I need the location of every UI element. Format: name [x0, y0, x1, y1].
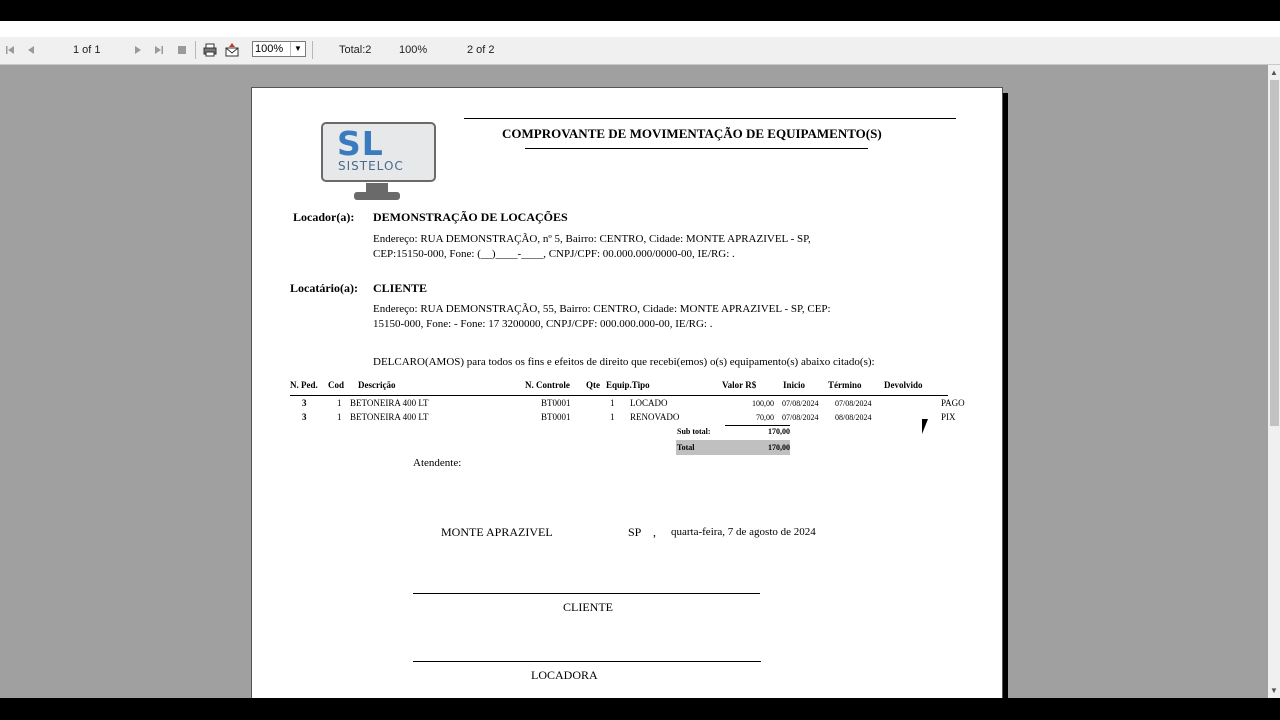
cell-cod: 1 — [337, 412, 342, 422]
window-title-bar — [0, 21, 1280, 37]
scroll-up-icon[interactable]: ▲ — [1270, 68, 1278, 77]
cell-status: PAGO — [941, 398, 965, 408]
title-rule-top — [464, 118, 956, 119]
total-value: 170,00 — [768, 443, 790, 452]
signature-line-locadora — [413, 661, 761, 662]
cell-qte: 1 — [610, 398, 615, 408]
col-n-controle: N. Controle — [525, 380, 570, 390]
logo-name: SISTELOC — [338, 159, 404, 173]
cell-cod: 1 — [337, 398, 342, 408]
screen-bottom-bar — [0, 698, 1280, 720]
logo-brand: SL — [337, 124, 384, 163]
page-indicator: 1 of 1 — [73, 44, 101, 56]
locatario-address-line2: 15150-000, Fone: - Fone: 17 3200000, CNPJ/CPF: 000.000.000-00, IE/RG: . — [373, 318, 713, 330]
scrollbar-thumb[interactable] — [1270, 80, 1279, 426]
cell-termino: 08/08/2024 — [835, 413, 872, 422]
report-page — [251, 87, 1003, 707]
prev-page-icon[interactable] — [24, 43, 38, 57]
signature-locadora: LOCADORA — [531, 668, 598, 682]
cell-termino: 07/08/2024 — [835, 399, 872, 408]
date: quarta-feira, 7 de agosto de 2024 — [671, 526, 816, 538]
scroll-down-icon[interactable]: ▼ — [1270, 686, 1278, 695]
locatario-name: CLIENTE — [373, 281, 428, 295]
monitor-logo-icon — [321, 122, 436, 182]
toolbar-separator — [195, 41, 196, 59]
header-rule — [290, 395, 948, 396]
col-inicio: Inicio — [783, 380, 806, 390]
next-page-icon[interactable] — [131, 43, 145, 57]
toolbar-separator — [312, 41, 313, 59]
screen-top-bar — [0, 0, 1280, 21]
dropdown-arrow-icon[interactable]: ▼ — [290, 42, 305, 56]
col-equip-tipo: Equip.Tipo — [606, 380, 650, 390]
page-count: 2 of 2 — [467, 44, 495, 56]
subtotal-label: Sub total: — [677, 427, 711, 436]
locatario-label: Locatário(a): — [290, 281, 358, 295]
report-title: COMPROVANTE DE MOVIMENTAÇÃO DE EQUIPAMENTO(S) — [502, 126, 882, 141]
cell-inicio: 07/08/2024 — [782, 399, 819, 408]
total-label: Total — [677, 443, 695, 452]
cell-valor: 70,00 — [756, 413, 774, 422]
cell-inicio: 07/08/2024 — [782, 413, 819, 422]
col-n-ped: N. Ped. — [290, 380, 318, 390]
signature-cliente: CLIENTE — [563, 600, 613, 614]
cell-descricao: BETONEIRA 400 LT — [350, 412, 429, 422]
zoom-select[interactable] — [252, 41, 306, 57]
cell-status: PIX — [941, 412, 956, 422]
subtotal-rule — [725, 425, 790, 426]
locador-address-line2: CEP:15150-000, Fone: (__)____-____, CNPJ/CPF: 00.000.000/0000-00, IE/RG: . — [373, 248, 735, 260]
cell-n-ped: 3 — [302, 412, 307, 422]
cell-qte: 1 — [610, 412, 615, 422]
col-descricao: Descrição — [358, 380, 396, 390]
atendente-label: Atendente: — [413, 457, 462, 469]
cell-n-ped: 3 — [302, 398, 307, 408]
cell-n-controle: BT0001 — [541, 398, 571, 408]
locatario-address-line1: Endereço: RUA DEMONSTRAÇÃO, 55, Bairro: CENTRO, Cidade: MONTE APRAZIVEL - SP, CEP: — [373, 303, 831, 315]
locador-name: DEMONSTRAÇÃO DE LOCAÇÕES — [373, 210, 568, 224]
logo-base — [354, 192, 400, 200]
title-rule-bottom — [525, 148, 868, 149]
signature-line-cliente — [413, 593, 760, 594]
locador-label: Locador(a): — [293, 210, 355, 224]
cell-n-controle: BT0001 — [541, 412, 571, 422]
state: SP — [628, 525, 642, 539]
mouse-cursor-icon — [922, 419, 934, 434]
comma: , — [653, 525, 656, 539]
cell-tipo: LOCADO — [630, 398, 668, 408]
col-termino: Término — [828, 380, 862, 390]
locador-address-line1: Endereço: RUA DEMONSTRAÇÃO, nº 5, Bairro: CENTRO, Cidade: MONTE APRAZIVEL - SP, — [373, 233, 811, 245]
zoom-value: 100% — [255, 43, 284, 55]
total-label: Total:2 — [339, 44, 372, 56]
col-qte: Qte — [586, 380, 600, 390]
preview-toolbar — [0, 37, 1280, 65]
cell-descricao: BETONEIRA 400 LT — [350, 398, 429, 408]
stop-icon[interactable] — [175, 43, 189, 57]
last-page-icon[interactable] — [152, 43, 166, 57]
col-cod: Cod — [328, 380, 345, 390]
export-icon[interactable] — [225, 43, 239, 57]
subtotal-value: 170,00 — [768, 427, 790, 436]
print-icon[interactable] — [203, 43, 217, 57]
col-devolvido: Devolvido — [884, 380, 923, 390]
city: MONTE APRAZIVEL — [441, 525, 553, 539]
logo-stand — [366, 183, 388, 192]
col-valor: Valor R$ — [722, 380, 757, 390]
declaration-text: DELCARO(AMOS) para todos os fins e efeitos de direito que recebi(emos) o(s) equipamento(s) abaixo citado(s): — [373, 356, 875, 368]
cell-valor: 100,00 — [752, 399, 774, 408]
first-page-icon[interactable] — [3, 43, 17, 57]
cell-tipo: RENOVADO — [630, 412, 680, 422]
zoom-percent: 100% — [399, 44, 428, 56]
